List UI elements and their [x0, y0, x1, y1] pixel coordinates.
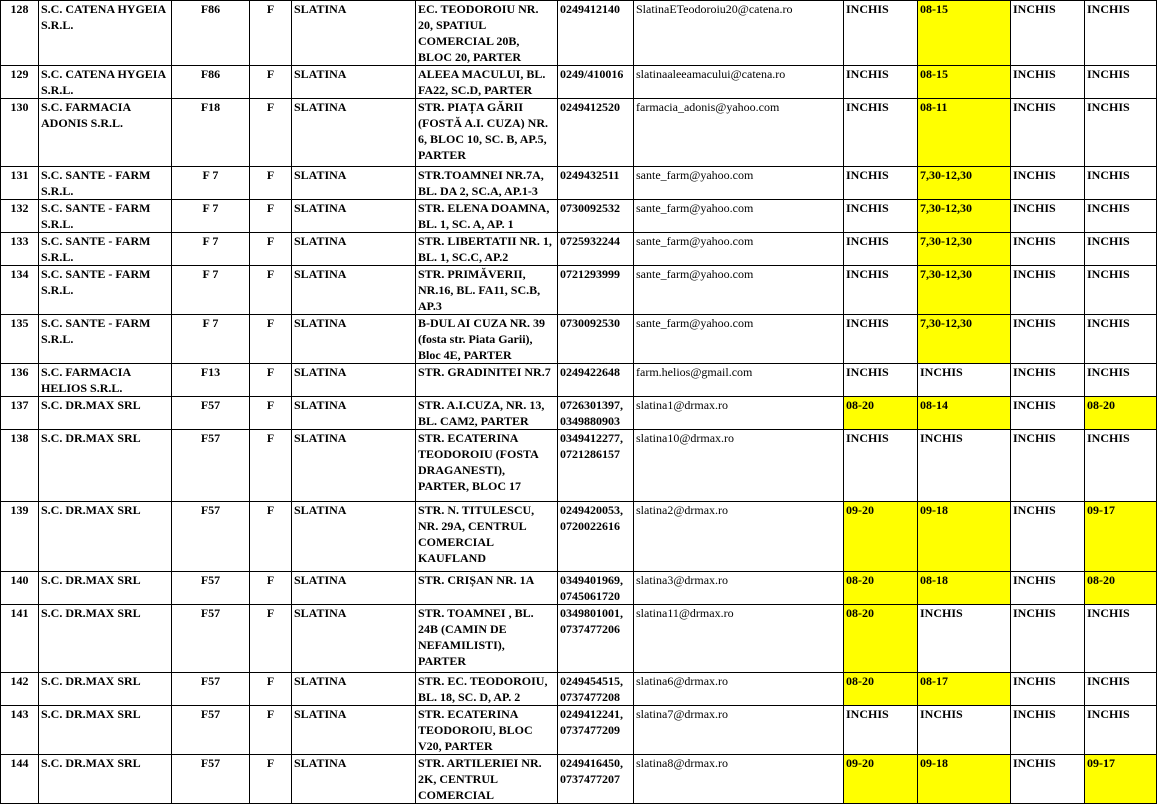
- address-cell: STR. ARTILERIEI NR. 2K, CENTRUL COMERCIAL: [416, 755, 558, 804]
- city-cell: SLATINA: [292, 266, 416, 315]
- email-cell: slatina7@drmax.ro: [634, 706, 844, 755]
- pharmacy-name-cell: S.C. FARMACIA HELIOS S.R.L.: [39, 364, 172, 397]
- table-row: [1, 706, 1157, 755]
- pharmacy-code-cell: F57: [172, 572, 250, 605]
- schedule-3-cell: INCHIS: [1011, 502, 1085, 572]
- address-cell: ALEEA MACULUI, BL. FA22, SC.D, PARTER: [416, 66, 558, 99]
- unit-type-cell: F: [250, 167, 292, 200]
- schedule-3-cell: INCHIS: [1011, 397, 1085, 430]
- unit-type-cell: F: [250, 706, 292, 755]
- phone-cell: 0249422648: [558, 364, 634, 397]
- row-number-cell: 140: [1, 572, 39, 605]
- phone-cell: 0349412277, 0721286157: [558, 430, 634, 502]
- pharmacy-code-cell: F 7: [172, 315, 250, 364]
- schedule-2-cell: 7,30-12,30: [918, 167, 1011, 200]
- address-cell: STR. PIAȚA GĂRII (FOSTĂ A.I. CUZA) NR. 6, BLOC 10, SC. B, AP.5, PARTER: [416, 99, 558, 167]
- city-cell: SLATINA: [292, 364, 416, 397]
- unit-type-cell: F: [250, 266, 292, 315]
- schedule-2-cell: 08-11: [918, 99, 1011, 167]
- schedule-4-cell: INCHIS: [1085, 266, 1157, 315]
- email-cell: slatina11@drmax.ro: [634, 605, 844, 673]
- table-row: [1, 99, 1157, 167]
- schedule-4-cell: INCHIS: [1085, 167, 1157, 200]
- row-number-cell: 128: [1, 1, 39, 66]
- schedule-4-cell: INCHIS: [1085, 605, 1157, 673]
- pharmacy-code-cell: F 7: [172, 200, 250, 233]
- schedule-3-cell: INCHIS: [1011, 706, 1085, 755]
- email-cell: slatina3@drmax.ro: [634, 572, 844, 605]
- schedule-2-cell: 08-14: [918, 397, 1011, 430]
- schedule-2-cell: 08-17: [918, 673, 1011, 706]
- schedule-3-cell: INCHIS: [1011, 266, 1085, 315]
- phone-cell: 0349401969, 0745061720: [558, 572, 634, 605]
- city-cell: SLATINA: [292, 1, 416, 66]
- phone-cell: 0249420053, 0720022616: [558, 502, 634, 572]
- schedule-1-cell: 08-20: [844, 673, 918, 706]
- schedule-2-cell: 7,30-12,30: [918, 233, 1011, 266]
- unit-type-cell: F: [250, 1, 292, 66]
- phone-cell: 0721293999: [558, 266, 634, 315]
- pharmacy-name-cell: S.C. SANTE - FARM S.R.L.: [39, 167, 172, 200]
- table-row: [1, 315, 1157, 364]
- address-cell: STR.TOAMNEI NR.7A, BL. DA 2, SC.A, AP.1-3: [416, 167, 558, 200]
- email-cell: farmacia_adonis@yahoo.com: [634, 99, 844, 167]
- unit-type-cell: F: [250, 755, 292, 804]
- schedule-1-cell: 09-20: [844, 755, 918, 804]
- city-cell: SLATINA: [292, 430, 416, 502]
- unit-type-cell: F: [250, 673, 292, 706]
- city-cell: SLATINA: [292, 755, 416, 804]
- table-row: [1, 200, 1157, 233]
- city-cell: SLATINA: [292, 502, 416, 572]
- address-cell: STR. ECATERINA TEODOROIU (FOSTA DRAGANESTI), PARTER, BLOC 17: [416, 430, 558, 502]
- pharmacy-name-cell: S.C. SANTE - FARM S.R.L.: [39, 233, 172, 266]
- phone-cell: 0349801001, 0737477206: [558, 605, 634, 673]
- city-cell: SLATINA: [292, 605, 416, 673]
- row-number-cell: 136: [1, 364, 39, 397]
- email-cell: farm.helios@gmail.com: [634, 364, 844, 397]
- pharmacy-name-cell: S.C. FARMACIA ADONIS S.R.L.: [39, 99, 172, 167]
- phone-cell: 0249412520: [558, 99, 634, 167]
- pharmacy-code-cell: F 7: [172, 233, 250, 266]
- schedule-1-cell: INCHIS: [844, 430, 918, 502]
- schedule-3-cell: INCHIS: [1011, 572, 1085, 605]
- email-cell: sante_farm@yahoo.com: [634, 266, 844, 315]
- schedule-3-cell: INCHIS: [1011, 66, 1085, 99]
- table-row: [1, 572, 1157, 605]
- schedule-1-cell: INCHIS: [844, 233, 918, 266]
- unit-type-cell: F: [250, 99, 292, 167]
- city-cell: SLATINA: [292, 99, 416, 167]
- schedule-4-cell: 09-17: [1085, 755, 1157, 804]
- unit-type-cell: F: [250, 502, 292, 572]
- phone-cell: 0730092530: [558, 315, 634, 364]
- phone-cell: 0249/410016: [558, 66, 634, 99]
- unit-type-cell: F: [250, 605, 292, 673]
- schedule-3-cell: INCHIS: [1011, 755, 1085, 804]
- email-cell: sante_farm@yahoo.com: [634, 167, 844, 200]
- table-row: [1, 755, 1157, 804]
- schedule-2-cell: 08-18: [918, 572, 1011, 605]
- unit-type-cell: F: [250, 200, 292, 233]
- email-cell: slatina2@drmax.ro: [634, 502, 844, 572]
- schedule-2-cell: INCHIS: [918, 430, 1011, 502]
- schedule-1-cell: INCHIS: [844, 167, 918, 200]
- pharmacy-code-cell: F57: [172, 755, 250, 804]
- schedule-1-cell: 09-20: [844, 502, 918, 572]
- table-row: [1, 266, 1157, 315]
- city-cell: SLATINA: [292, 397, 416, 430]
- city-cell: SLATINA: [292, 167, 416, 200]
- schedule-3-cell: INCHIS: [1011, 364, 1085, 397]
- pharmacy-code-cell: F 7: [172, 167, 250, 200]
- pharmacy-name-cell: S.C. DR.MAX SRL: [39, 755, 172, 804]
- schedule-2-cell: 09-18: [918, 502, 1011, 572]
- schedule-3-cell: INCHIS: [1011, 673, 1085, 706]
- schedule-3-cell: INCHIS: [1011, 315, 1085, 364]
- city-cell: SLATINA: [292, 315, 416, 364]
- pharmacy-code-cell: F86: [172, 66, 250, 99]
- address-cell: STR. A.I.CUZA, NR. 13, BL. CAM2, PARTER: [416, 397, 558, 430]
- schedule-1-cell: INCHIS: [844, 364, 918, 397]
- unit-type-cell: F: [250, 572, 292, 605]
- schedule-1-cell: INCHIS: [844, 200, 918, 233]
- table-row: [1, 1, 1157, 66]
- schedule-4-cell: INCHIS: [1085, 66, 1157, 99]
- schedule-2-cell: 08-15: [918, 66, 1011, 99]
- schedule-1-cell: 08-20: [844, 397, 918, 430]
- schedule-2-cell: 7,30-12,30: [918, 315, 1011, 364]
- address-cell: EC. TEODOROIU NR. 20, SPATIUL COMERCIAL 20B, BLOC 20, PARTER: [416, 1, 558, 66]
- phone-cell: 0725932244: [558, 233, 634, 266]
- pharmacy-name-cell: S.C. DR.MAX SRL: [39, 397, 172, 430]
- row-number-cell: 131: [1, 167, 39, 200]
- row-number-cell: 139: [1, 502, 39, 572]
- city-cell: SLATINA: [292, 706, 416, 755]
- schedule-3-cell: INCHIS: [1011, 233, 1085, 266]
- schedule-4-cell: INCHIS: [1085, 315, 1157, 364]
- table-row: [1, 167, 1157, 200]
- table-body: [1, 1, 1157, 804]
- schedule-3-cell: INCHIS: [1011, 1, 1085, 66]
- email-cell: sante_farm@yahoo.com: [634, 233, 844, 266]
- phone-cell: 0249412241, 0737477209: [558, 706, 634, 755]
- email-cell: sante_farm@yahoo.com: [634, 315, 844, 364]
- address-cell: STR. CRIȘAN NR. 1A: [416, 572, 558, 605]
- schedule-2-cell: INCHIS: [918, 364, 1011, 397]
- table-row: [1, 605, 1157, 673]
- email-cell: slatinaaleeamacului@catena.ro: [634, 66, 844, 99]
- schedule-4-cell: INCHIS: [1085, 673, 1157, 706]
- city-cell: SLATINA: [292, 233, 416, 266]
- city-cell: SLATINA: [292, 572, 416, 605]
- address-cell: STR. EC. TEODOROIU, BL. 18, SC. D, AP. 2: [416, 673, 558, 706]
- table-row: [1, 66, 1157, 99]
- pharmacy-code-cell: F 7: [172, 266, 250, 315]
- unit-type-cell: F: [250, 430, 292, 502]
- city-cell: SLATINA: [292, 673, 416, 706]
- email-cell: slatina1@drmax.ro: [634, 397, 844, 430]
- table-row: [1, 233, 1157, 266]
- row-number-cell: 138: [1, 430, 39, 502]
- row-number-cell: 137: [1, 397, 39, 430]
- pharmacy-code-cell: F57: [172, 673, 250, 706]
- schedule-1-cell: INCHIS: [844, 66, 918, 99]
- table-row: [1, 502, 1157, 572]
- schedule-2-cell: 09-18: [918, 755, 1011, 804]
- pharmacy-name-cell: S.C. DR.MAX SRL: [39, 572, 172, 605]
- schedule-4-cell: INCHIS: [1085, 200, 1157, 233]
- row-number-cell: 135: [1, 315, 39, 364]
- pharmacy-code-cell: F86: [172, 1, 250, 66]
- schedule-2-cell: 7,30-12,30: [918, 266, 1011, 315]
- pharmacy-name-cell: S.C. SANTE - FARM S.R.L.: [39, 200, 172, 233]
- schedule-3-cell: INCHIS: [1011, 605, 1085, 673]
- schedule-1-cell: INCHIS: [844, 706, 918, 755]
- unit-type-cell: F: [250, 66, 292, 99]
- schedule-4-cell: 09-17: [1085, 502, 1157, 572]
- phone-cell: 0249454515, 0737477208: [558, 673, 634, 706]
- schedule-2-cell: INCHIS: [918, 605, 1011, 673]
- schedule-4-cell: INCHIS: [1085, 233, 1157, 266]
- row-number-cell: 129: [1, 66, 39, 99]
- unit-type-cell: F: [250, 233, 292, 266]
- address-cell: STR. TOAMNEI , BL. 24B (CAMIN DE NEFAMILISTI), PARTER: [416, 605, 558, 673]
- schedule-4-cell: INCHIS: [1085, 364, 1157, 397]
- schedule-2-cell: 7,30-12,30: [918, 200, 1011, 233]
- schedule-4-cell: INCHIS: [1085, 706, 1157, 755]
- city-cell: SLATINA: [292, 200, 416, 233]
- pharmacy-name-cell: S.C. DR.MAX SRL: [39, 706, 172, 755]
- pharmacy-code-cell: F18: [172, 99, 250, 167]
- table-row: [1, 673, 1157, 706]
- email-cell: SlatinaETeodoroiu20@catena.ro: [634, 1, 844, 66]
- phone-cell: 0249416450, 0737477207: [558, 755, 634, 804]
- unit-type-cell: F: [250, 315, 292, 364]
- pharmacy-name-cell: S.C. DR.MAX SRL: [39, 502, 172, 572]
- pharmacy-name-cell: S.C. CATENA HYGEIA S.R.L.: [39, 1, 172, 66]
- schedule-3-cell: INCHIS: [1011, 200, 1085, 233]
- pharmacy-name-cell: S.C. CATENA HYGEIA S.R.L.: [39, 66, 172, 99]
- table-row: [1, 364, 1157, 397]
- phone-cell: 0726301397, 0349880903: [558, 397, 634, 430]
- row-number-cell: 144: [1, 755, 39, 804]
- pharmacy-code-cell: F57: [172, 502, 250, 572]
- pharmacy-code-cell: F13: [172, 364, 250, 397]
- email-cell: slatina6@drmax.ro: [634, 673, 844, 706]
- row-number-cell: 130: [1, 99, 39, 167]
- email-cell: sante_farm@yahoo.com: [634, 200, 844, 233]
- address-cell: B-DUL AI CUZA NR. 39 (fosta str. Piata Garii), Bloc 4E, PARTER: [416, 315, 558, 364]
- row-number-cell: 132: [1, 200, 39, 233]
- schedule-4-cell: INCHIS: [1085, 99, 1157, 167]
- schedule-2-cell: INCHIS: [918, 706, 1011, 755]
- row-number-cell: 141: [1, 605, 39, 673]
- row-number-cell: 142: [1, 673, 39, 706]
- address-cell: STR. ECATERINA TEODOROIU, BLOC V20, PARTER: [416, 706, 558, 755]
- pharmacy-name-cell: S.C. DR.MAX SRL: [39, 673, 172, 706]
- unit-type-cell: F: [250, 364, 292, 397]
- pharmacy-code-cell: F57: [172, 706, 250, 755]
- pharmacy-code-cell: F57: [172, 430, 250, 502]
- phone-cell: 0249412140: [558, 1, 634, 66]
- schedule-1-cell: INCHIS: [844, 266, 918, 315]
- address-cell: STR. N. TITULESCU, NR. 29A, CENTRUL COMERCIAL KAUFLAND: [416, 502, 558, 572]
- schedule-4-cell: 08-20: [1085, 397, 1157, 430]
- email-cell: slatina10@drmax.ro: [634, 430, 844, 502]
- city-cell: SLATINA: [292, 66, 416, 99]
- pharmacy-name-cell: S.C. DR.MAX SRL: [39, 605, 172, 673]
- schedule-4-cell: INCHIS: [1085, 1, 1157, 66]
- schedule-3-cell: INCHIS: [1011, 430, 1085, 502]
- row-number-cell: 134: [1, 266, 39, 315]
- address-cell: STR. ELENA DOAMNA, BL. 1, SC. A, AP. 1: [416, 200, 558, 233]
- pharmacy-code-cell: F57: [172, 397, 250, 430]
- unit-type-cell: F: [250, 397, 292, 430]
- phone-cell: 0730092532: [558, 200, 634, 233]
- address-cell: STR. PRIMĂVERII, NR.16, BL. FA11, SC.B, AP.3: [416, 266, 558, 315]
- address-cell: STR. LIBERTATII NR. 1, BL. 1, SC.C, AP.2: [416, 233, 558, 266]
- schedule-3-cell: INCHIS: [1011, 167, 1085, 200]
- address-cell: STR. GRADINITEI NR.7: [416, 364, 558, 397]
- phone-cell: 0249432511: [558, 167, 634, 200]
- pharmacy-name-cell: S.C. DR.MAX SRL: [39, 430, 172, 502]
- schedule-4-cell: 08-20: [1085, 572, 1157, 605]
- schedule-1-cell: INCHIS: [844, 99, 918, 167]
- table-row: [1, 397, 1157, 430]
- schedule-4-cell: INCHIS: [1085, 430, 1157, 502]
- table-row: [1, 430, 1157, 502]
- schedule-1-cell: 08-20: [844, 572, 918, 605]
- pharmacy-name-cell: S.C. SANTE - FARM S.R.L.: [39, 266, 172, 315]
- schedule-1-cell: INCHIS: [844, 1, 918, 66]
- row-number-cell: 143: [1, 706, 39, 755]
- schedule-2-cell: 08-15: [918, 1, 1011, 66]
- email-cell: slatina8@drmax.ro: [634, 755, 844, 804]
- schedule-3-cell: INCHIS: [1011, 99, 1085, 167]
- schedule-1-cell: INCHIS: [844, 315, 918, 364]
- pharmacy-name-cell: S.C. SANTE - FARM S.R.L.: [39, 315, 172, 364]
- pharmacy-code-cell: F57: [172, 605, 250, 673]
- row-number-cell: 133: [1, 233, 39, 266]
- schedule-1-cell: 08-20: [844, 605, 918, 673]
